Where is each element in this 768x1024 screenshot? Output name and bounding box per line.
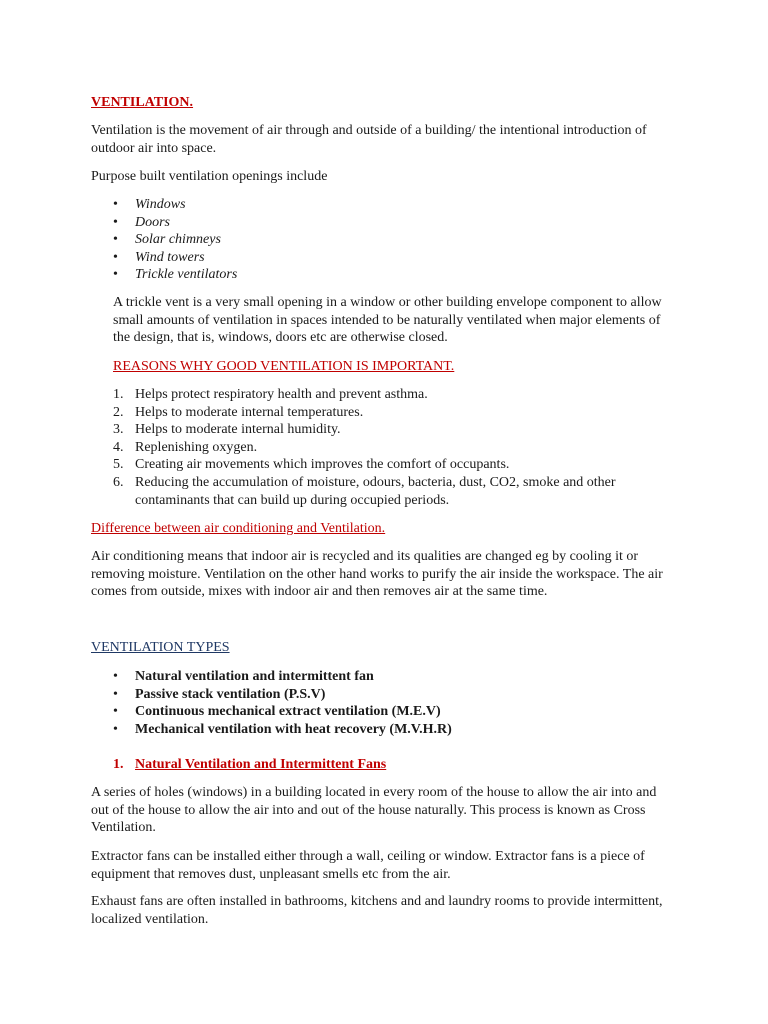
- list-number: 3.: [113, 422, 124, 438]
- bullet-icon: •: [113, 267, 118, 283]
- list-number: 6.: [113, 475, 124, 490]
- exhaust-fans-paragraph: Exhaust fans are often installed in bathrooms, kitchens and and laundry rooms to provide intermittent, localized ventilation.: [91, 894, 663, 927]
- page-title: VENTILATION.: [91, 95, 194, 110]
- bullet-icon: •: [113, 232, 118, 248]
- list-item-text: Passive stack ventilation (P.S.V): [135, 686, 326, 702]
- list-number: 2.: [113, 404, 124, 420]
- list-item-text: Creating air movements which improves the comfort of occupants.: [135, 457, 510, 473]
- list-item-text: Helps to moderate internal temperatures.: [135, 404, 364, 420]
- bullet-icon: •: [113, 197, 118, 212]
- types-heading: VENTILATION TYPES: [91, 640, 230, 655]
- list-number: 1.: [113, 387, 124, 402]
- list-item-text: Helps to moderate internal humidity.: [135, 422, 341, 438]
- reasons-heading: REASONS WHY GOOD VENTILATION IS IMPORTANT.: [113, 359, 455, 374]
- extractor-fans-paragraph: Extractor fans can be installed either through a wall, ceiling or window. Extractor fans is a piece of equipment that removes dust, unpleasant smells etc from the air.: [91, 849, 645, 882]
- list-item-text: Replenishing oxygen.: [135, 439, 258, 455]
- list-item-text: Solar chimneys: [135, 232, 221, 248]
- intro-paragraph: Ventilation is the movement of air through and outside of a building/ the intentional introduction of outdoor air into space.: [91, 123, 647, 156]
- bullet-icon: •: [113, 249, 118, 265]
- bullet-icon: •: [113, 704, 118, 720]
- list-item-text: Windows: [135, 197, 186, 212]
- difference-paragraph: Air conditioning means that indoor air is recycled and its qualities are changed eg by cooling it or removing moisture. Ventilation on the other hand works to purify the air inside the workspace. The air comes from outside, mixes with indoor air and then removes air at the same time.: [91, 549, 663, 600]
- openings-intro: Purpose built ventilation openings include: [91, 169, 328, 184]
- list-item-text: Helps protect respiratory health and prevent asthma.: [135, 387, 428, 402]
- bullet-icon: •: [113, 214, 118, 230]
- list-item-text: Mechanical ventilation with heat recovery (M.V.H.R): [135, 721, 452, 737]
- list-number: 5.: [113, 457, 124, 473]
- trickle-vent-paragraph: A trickle vent is a very small opening in a window or other building envelope component to allow small amounts of ventilation in spaces intended to be naturally ventilated when major elements of the design, that is, windows, doors etc are otherwise closed.: [113, 295, 662, 346]
- list-item-text: Reducing the accumulation of moisture, odours, bacteria, dust, CO2, smoke and other contaminants that can build up during occupied periods.: [135, 475, 616, 508]
- difference-heading: Difference between air conditioning and Ventilation.: [91, 521, 386, 536]
- section-title: Natural Ventilation and Intermittent Fans: [135, 757, 387, 772]
- list-item-text: Wind towers: [135, 249, 205, 265]
- bullet-icon: •: [113, 721, 118, 737]
- list-item-text: Trickle ventilators: [135, 267, 238, 283]
- list-item-text: Continuous mechanical extract ventilation (M.E.V): [135, 704, 441, 720]
- section-number: 1.: [113, 757, 124, 772]
- list-item-text: Doors: [135, 214, 171, 230]
- list-number: 4.: [113, 439, 124, 455]
- list-item-text: Natural ventilation and intermittent fan: [135, 669, 374, 684]
- cross-ventilation-paragraph: A series of holes (windows) in a building located in every room of the house to allow the air into and out of the house to allow the air into and out of the house naturally. This process is known as Cross Ventilation.: [91, 785, 657, 836]
- bullet-icon: •: [113, 669, 118, 684]
- bullet-icon: •: [113, 686, 118, 702]
